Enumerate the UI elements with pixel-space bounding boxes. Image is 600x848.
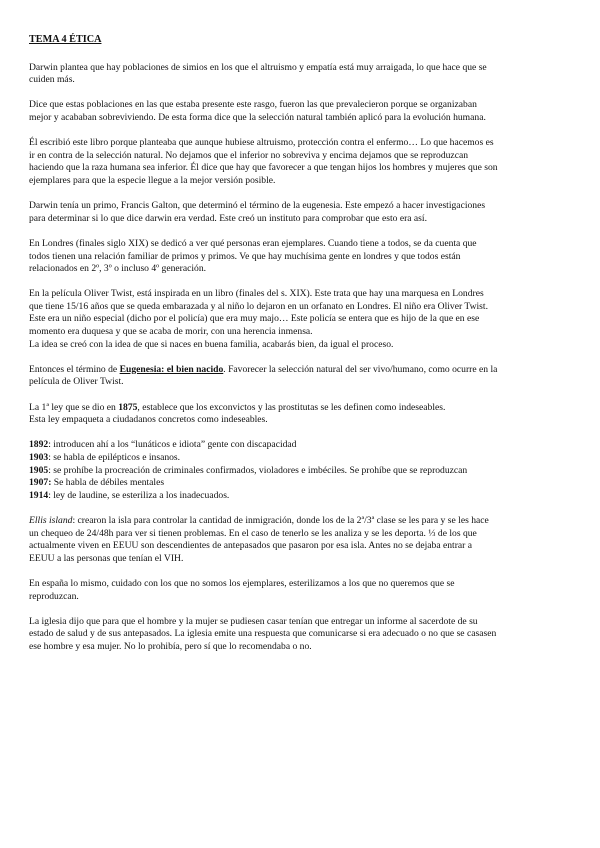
year-1875: 1875	[118, 401, 138, 413]
text-line: que tiene 15/16 años que se queda embarazada y al niño lo dejaron en un orfanato en Londres. El niño era Oliver Twist.	[29, 300, 488, 312]
text-line: ir en contra de la selección natural. No dejamos que el inferior no sobreviva y encima dejamos que se reproduzcan	[29, 149, 469, 161]
paragraph-ellis-island	[29, 515, 574, 565]
text-line: reproduzcan.	[29, 590, 79, 602]
year-item	[29, 452, 574, 465]
text-line: La iglesia dijo que para que el hombre y la mujer se pudiesen casar tenían que entregar un informe al sacerdote de su	[29, 615, 478, 627]
text-line: película de Oliver Twist.	[29, 376, 124, 388]
text-line: todos tienen una relación familiar de primos y primos. Ve que hay muchísima gente en londres y que todos están	[29, 250, 461, 262]
paragraph-book	[29, 137, 574, 187]
year-text: : se prohíbe la procreación de criminales confirmados, violadores e imbéciles. Se prohíbe que se reproduzcan	[48, 464, 468, 476]
year-item	[29, 490, 574, 503]
year-text: : introducen ahí a los “lunáticos e idiota” gente con discapacidad	[48, 439, 297, 451]
text-segment: : crearon la isla para controlar la cantidad de inmigración, donde los de la 2ª/3ª clase se les para y se les hace	[72, 514, 489, 526]
paragraph-natural-selection	[29, 99, 574, 124]
text-line: Este era un niño especial (dicho por el policía) que era muy majo… Este policía se entera que es hijo de la que en ese	[29, 313, 480, 325]
text-line: Él escribió este libro porque planteaba que aunque hubiese altruismo, protección contra el enfermo… Lo que hacemos es	[29, 137, 494, 149]
year-label: 1914	[29, 489, 49, 501]
text-line: La idea se creó con la idea de que si naces en buena familia, acabarás bien, da igual el proceso.	[29, 338, 394, 350]
text-line: momento era duquesa y que se acaba de morir, con una herencia inmensa.	[29, 326, 313, 338]
eugenesia-term: Eugenesia: el bien nacido	[119, 363, 224, 375]
text-line: Esta ley empaqueta a ciudadanos concretos como indeseables.	[29, 414, 268, 426]
paragraph-darwin-altruism	[29, 62, 574, 87]
text-line: ejemplares para que la especie llegue a la mejor versión posible.	[29, 174, 276, 186]
text-line: un chequeo de 24/48h para ver si tienen problemas. En el caso de tenerlo se les analiza y se les deporta. ⅓ de los que	[29, 527, 477, 539]
text-line: En Londres (finales siglo XIX) se dedicó a ver qué personas eran ejemplares. Cuando tiene a todos, se da cuenta que	[29, 237, 477, 249]
text-line	[29, 364, 574, 377]
document-page	[29, 34, 574, 666]
paragraph-oliver-twist	[29, 288, 574, 351]
year-item	[29, 465, 574, 478]
law-year-list	[29, 439, 574, 502]
text-line: mejor y acababan sobreviviendo. De esta forma dice que la selección natural también aplicó para la evolución humana.	[29, 111, 486, 123]
paragraph-galton	[29, 200, 574, 225]
year-label: 1907:	[29, 477, 52, 489]
text-line: estado de salud y de sus antepasados. La iglesia emite una respuesta que comunicarse si era adecuado o no que se casasen	[29, 628, 497, 640]
text-line: En españa lo mismo, cuidado con los que no somos los ejemplares, esterilizamos a los que no queremos que se	[29, 577, 455, 589]
year-text: Se habla de débiles mentales	[51, 477, 165, 489]
text-line: En la película Oliver Twist, está inspirada en un libro (finales del s. XIX). Este trata que hay una marquesa en Londres	[29, 288, 484, 300]
text-line: EEUU a las personas que tenían el VIH.	[29, 552, 184, 564]
text-segment: Entonces el término de	[29, 363, 120, 375]
paragraph-first-law	[29, 402, 574, 427]
text-line: ese hombre y esa mujer. No lo prohibía, pero sí que lo recomendaba o no.	[29, 640, 312, 652]
text-line: para determinar si lo que dice darwin era verdad. Este creó un instituto para comprobar que esto era así.	[29, 212, 427, 224]
text-segment: . Favorecer la selección natural del ser vivo/humano, como ocurre en la	[223, 363, 498, 375]
year-text: : ley de laudine, se esteriliza a los inadecuados.	[48, 489, 230, 501]
year-label: 1892	[29, 439, 49, 451]
year-label: 1903	[29, 452, 49, 463]
paragraph-eugenesia	[29, 364, 574, 389]
text-line: Dice que estas poblaciones en las que estaba presente este rasgo, fueron las que prevalecieron porque se organizaban	[29, 99, 477, 111]
year-item	[29, 477, 574, 490]
document-title: TEMA 4 ÉTICA	[29, 34, 102, 45]
text-line: relacionados en 2º, 3º o incluso 4º generación.	[29, 263, 207, 275]
text-line: cuiden más.	[29, 74, 75, 86]
year-label: 1905	[29, 464, 49, 476]
text-segment: La 1ª ley que se dio en	[29, 401, 119, 413]
paragraph-london	[29, 238, 574, 276]
ellis-island-term: Ellis island	[29, 514, 73, 526]
paragraph-spain	[29, 578, 574, 603]
text-segment: , establece que los exconvictos y las prostitutas se les definen como indeseables.	[137, 401, 446, 413]
text-line: haciendo que la raza humana sea inferior. Él dice que hay que favorecer a que tengan hijos los hombres y mujeres que son	[29, 162, 498, 174]
text-line	[29, 402, 574, 415]
year-text: : se habla de epilépticos e insanos.	[48, 452, 181, 463]
year-item	[29, 439, 574, 452]
text-line: Darwin plantea que hay poblaciones de simios en los que el altruismo y empatía está muy arraigada, lo que hace que se	[29, 61, 487, 73]
paragraph-church	[29, 616, 574, 654]
text-line	[29, 515, 574, 528]
text-line: actualmente viven en EEUU son descendientes de antepasados que pasaron por esa isla. Antes no se dejaba entrar a	[29, 540, 473, 552]
text-line: Darwin tenía un primo, Francis Galton, que determinó el término de la eugenesia. Este empezó a hacer investigaciones	[29, 200, 486, 212]
